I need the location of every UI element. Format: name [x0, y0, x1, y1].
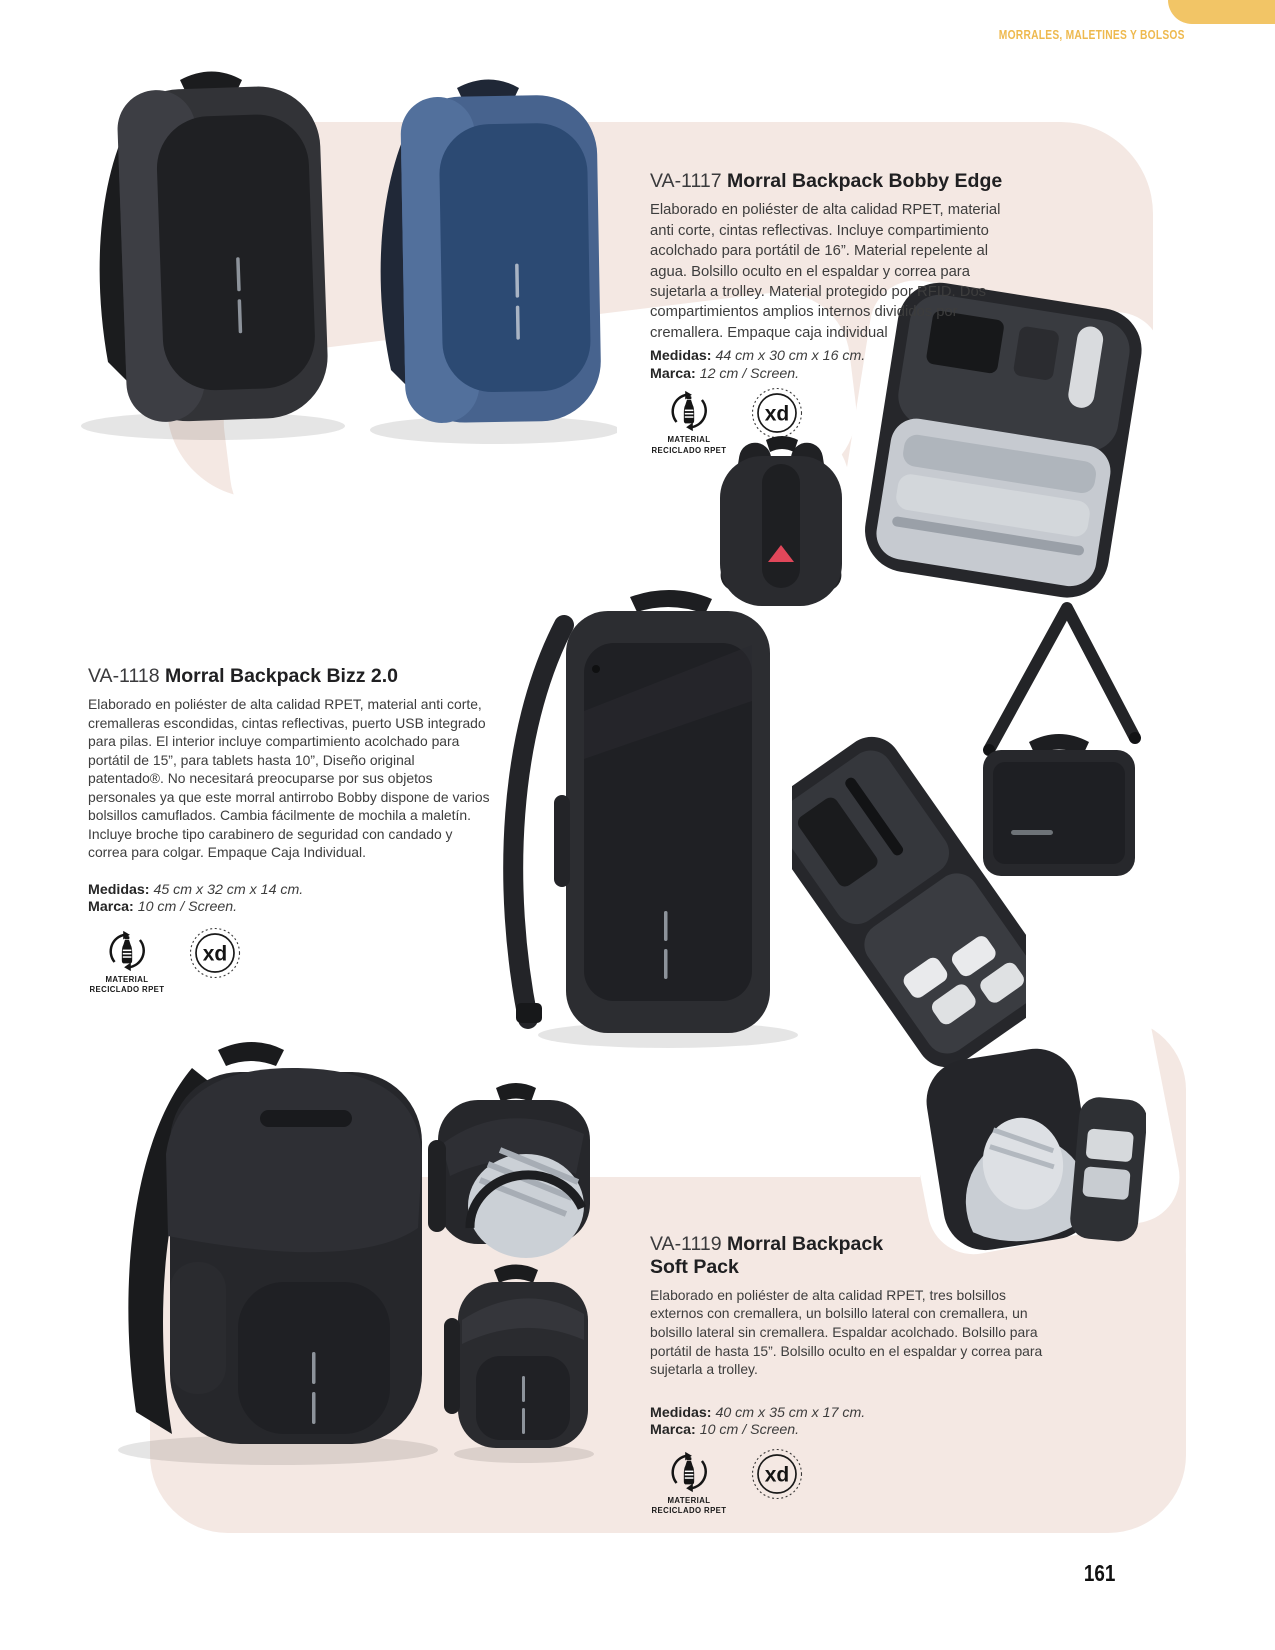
product-description: Elaborado en poliéster de alta calidad RPET, material anti corte, cremalleras escondidas, cintas reflectivas, puerto USB integrado para pilas. El interior incluye compartimiento acolchado para portátil de 15”, para tablets hasta 10”, Diseño original patentado®. No necesitará preocuparse por sus objetos personales ya que este morral antirrobo Bobby dispone de varios bolsillos camuflados. Cambia fácilmente de mochila a maletín. Incluye broche tipo carabinero de seguridad con candado y correa para colgar. Empaque Caja Individual. [88, 696, 490, 861]
spec-marca: Marca: 10 cm / Screen. [650, 1422, 800, 1439]
product-photo-bizz-bag [478, 583, 802, 1055]
product-code: VA-1117 [650, 170, 722, 192]
product-photo-backpack-black [58, 60, 350, 444]
recycled-rpet-icon [667, 1450, 711, 1494]
product-name: Morral Backpack Bobby Edge [726, 170, 1003, 192]
product-specs [650, 1405, 1052, 1440]
recycled-badge-caption: MATERIAL RECICLADO RPET [89, 975, 165, 995]
product-photo-briefcase-strap [955, 592, 1157, 884]
product-title [650, 170, 1010, 193]
recycled-badge-caption: MATERIAL RECICLADO RPET [651, 435, 727, 455]
product-info-va-1117 [650, 170, 1010, 456]
product-badges [88, 929, 498, 995]
spec-medidas: Medidas: 45 cm x 32 cm x 14 cm. [88, 881, 304, 898]
product-photo-open-backpack [918, 1020, 1146, 1268]
product-specs [88, 882, 498, 917]
svg-text:xd: xd [202, 942, 228, 966]
product-specs [650, 348, 1010, 383]
recycled-material-badge [642, 389, 736, 455]
product-photo-mini-slim [432, 1258, 614, 1466]
recycled-rpet-icon [105, 929, 149, 973]
svg-text:xd: xd [764, 402, 790, 426]
product-title [88, 665, 498, 688]
recycled-badge-caption: MATERIAL RECICLADO RPET [651, 1495, 727, 1516]
product-info-va-1119 [650, 1233, 1052, 1516]
corner-tab [1168, 0, 1275, 24]
spec-marca: Marca: 12 cm / Screen. [650, 365, 800, 382]
spec-medidas: Medidas: 44 cm x 30 cm x 16 cm. [650, 348, 866, 365]
xd-brand-badge [189, 927, 241, 979]
recycled-rpet-icon [667, 389, 711, 433]
spec-marca: Marca: 10 cm / Screen. [88, 899, 238, 916]
product-description: Elaborado en poliéster de alta calidad RPET, tres bolsillos externos con cremallera, un bolsillo lateral con cremallera, un bolsillo lateral sin cremallera. Espaldar acolchado. Bolsillo para portátil de hasta 15”. Bolsillo oculto en el espaldar y correa para sujetarla a trolley. [650, 1286, 1043, 1378]
product-name: Morral Backpack Bizz 2.0 [164, 665, 398, 687]
spec-medidas: Medidas: 40 cm x 35 cm x 17 cm. [650, 1404, 866, 1421]
recycled-material-badge [80, 929, 174, 995]
product-badges [650, 389, 1010, 455]
product-badges [650, 1450, 1052, 1516]
product-info-va-1118 [88, 665, 498, 995]
page-number: 161 [1083, 1560, 1115, 1586]
category-header: MORRALES, MALETINES Y BOLSOS [999, 28, 1185, 42]
product-code: VA-1119 [650, 1233, 722, 1255]
product-photo-mini-open [422, 1080, 609, 1272]
xd-brand-badge [751, 1448, 803, 1500]
product-name: Morral Backpack Soft Pack [650, 1233, 884, 1279]
product-code: VA-1118 [88, 665, 160, 687]
product-photo-backpack-blue [345, 70, 617, 448]
product-photo-softpack-large [68, 1030, 460, 1468]
recycled-material-badge [642, 1450, 736, 1516]
product-description: Elaborado en poliéster de alta calidad RPET, material anti corte, cintas reflectivas. Incluye compartimiento acolchado para portátil de 16”. Material repelente al agua. Bolsillo oculto en el espaldar y correa para sujetarla a trolley. Material protegido por RFID. Dos compartimientos amplios internos divididos por cremallera. Empaque caja individual [650, 202, 1001, 341]
svg-text:xd: xd [764, 1463, 790, 1487]
product-title [650, 1233, 925, 1280]
xd-brand-badge [751, 387, 803, 439]
